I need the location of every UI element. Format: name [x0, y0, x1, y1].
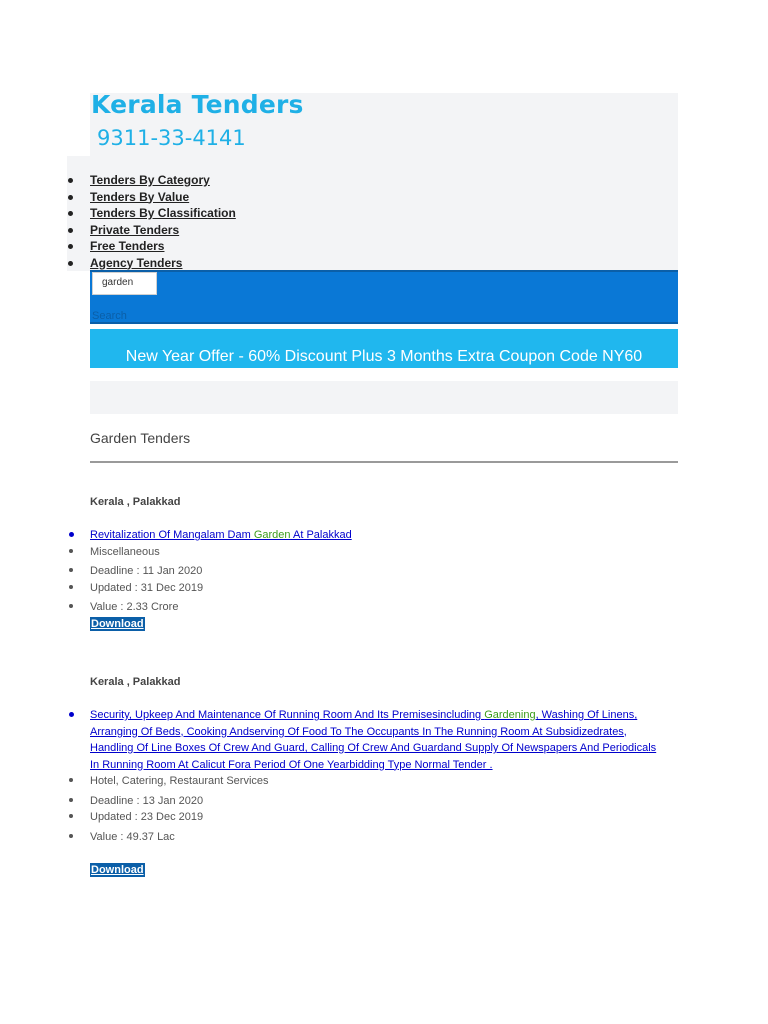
title-text: At Palakkad — [290, 529, 352, 541]
tender-value: Value : 2.33 Crore — [90, 599, 660, 616]
tender-title-link[interactable] — [90, 709, 656, 771]
nav-item-private[interactable] — [90, 222, 236, 239]
title-text: , Washing Of Linens, Arranging Of Beds, Cooking Andserving Of Food To The Occupants In The Running Room At Subsidizedrates, Handling Of Line Boxes Of Crew And Guard, Calling Of Crew And Guardand Supply Of Newspapers And Periodicals In Running Room At Calicut Fora Period Of One Yearbidding Type Normal Tender . — [90, 709, 657, 771]
tender-value: Value : 49.37 Lac — [90, 829, 660, 846]
tender-category: Miscellaneous — [90, 544, 660, 561]
nav-item-free[interactable] — [90, 238, 236, 255]
nav-link[interactable]: Tenders By Value — [90, 189, 190, 204]
nav-item-value[interactable] — [90, 189, 236, 206]
nav-item-agency[interactable] — [90, 255, 236, 272]
tender-location: Kerala , Palakkad — [90, 496, 181, 508]
offer-banner[interactable]: New Year Offer - 60% Discount Plus 3 Months Extra Coupon Code NY60 — [90, 329, 678, 368]
search-bar — [90, 270, 678, 324]
section-title: Garden Tenders — [90, 430, 191, 446]
gray-strip — [90, 381, 678, 414]
tender-category: Hotel, Catering, Restaurant Services — [90, 773, 660, 790]
tender-deadline: Deadline : 13 Jan 2020 — [90, 793, 660, 810]
search-input[interactable]: garden — [92, 272, 157, 295]
nav-item-classification[interactable] — [90, 205, 236, 222]
tender-details — [90, 527, 660, 616]
nav-link[interactable]: Tenders By Classification — [90, 206, 236, 220]
tender-title-link[interactable] — [90, 529, 352, 541]
download-button[interactable]: Download — [91, 618, 144, 630]
site-title[interactable]: Kerala Tenders — [91, 90, 304, 119]
nav-item-category[interactable] — [90, 172, 236, 189]
title-text: Revitalization Of Mangalam Dam — [90, 529, 254, 541]
tender-details — [90, 707, 660, 845]
divider — [90, 461, 678, 463]
title-highlight: Garden — [253, 529, 291, 541]
search-button[interactable]: Search — [92, 310, 127, 322]
tender-updated: Updated : 23 Dec 2019 — [90, 809, 660, 826]
tender-deadline: Deadline : 11 Jan 2020 — [90, 563, 660, 580]
tender-title-item[interactable] — [90, 707, 660, 773]
phone-number: 9311-33-4141 — [97, 126, 246, 150]
tender-updated: Updated : 31 Dec 2019 — [90, 580, 660, 597]
nav-link[interactable]: Agency Tenders — [90, 255, 183, 270]
tender-location: Kerala , Palakkad — [90, 676, 181, 688]
download-button[interactable]: Download — [91, 864, 144, 876]
nav-link[interactable]: Tenders By Category — [90, 173, 210, 187]
nav-link[interactable]: Free Tenders — [90, 239, 165, 253]
title-text: Security, Upkeep And Maintenance Of Running Room And Its Premisesincluding — [90, 709, 485, 721]
nav-menu — [90, 172, 236, 271]
tender-title-item[interactable] — [90, 527, 660, 544]
title-highlight: Gardening — [484, 709, 536, 721]
nav-link[interactable]: Private Tenders — [90, 222, 180, 237]
